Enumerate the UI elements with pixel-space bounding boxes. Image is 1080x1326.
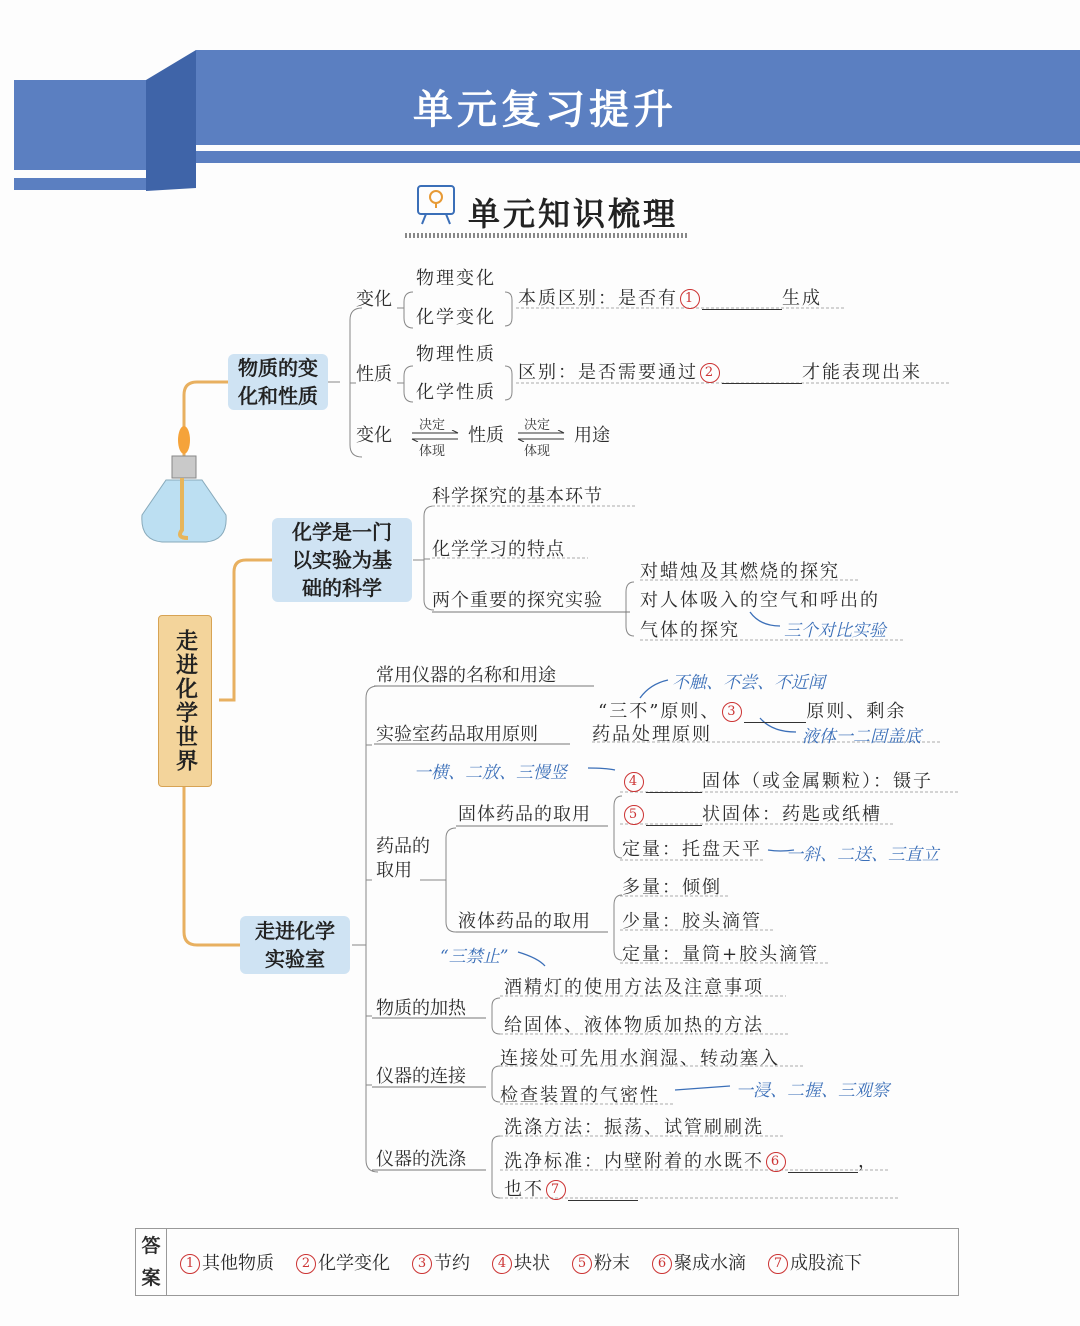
section-subtitle: 单元知识梳理 [468, 195, 679, 233]
answer-box [135, 1228, 959, 1296]
b3-note-airtight: 一浸、二握、三观察 [736, 1081, 889, 1101]
b3-washing: 仪器的洗涤 [376, 1149, 466, 1170]
answer-blank-3[interactable] [744, 722, 806, 723]
root-node: 走进化学世界 [158, 615, 212, 787]
answer-blank-5[interactable] [646, 825, 702, 826]
answer-item [410, 1253, 470, 1274]
alcohol-lamp-icon [136, 420, 232, 560]
answer-number: 2 [296, 1254, 316, 1274]
b3-solid-use: 固体药品的取用 [458, 804, 591, 825]
b1-reflects-2: 体现 [524, 444, 551, 459]
b2-label-line2: 以实验为基 [292, 548, 392, 572]
answer-items [178, 1249, 882, 1275]
b2-item-inquiry: 科学探究的基本环节 [432, 486, 603, 507]
b3-washing-2 [504, 1147, 878, 1173]
b3-liquid-use: 液体药品的取用 [458, 911, 591, 932]
b3-solid-2-suffix: 状固体：药匙或纸槽 [702, 804, 882, 825]
b1-decides-1: 决定 [419, 418, 446, 433]
b1-chemical-change: 化学变化 [416, 307, 496, 328]
node-matter-change-property [228, 354, 328, 410]
b1-diff-prefix: 区别：是否需要通过 [518, 362, 698, 383]
b3-label-line2: 实验室 [265, 947, 325, 971]
b1-chain-change: 变化 [356, 425, 392, 446]
b3-note-prohibit: “三禁止” [440, 947, 509, 967]
answer-text: 聚成水滴 [674, 1253, 746, 1274]
double-arrow-icon [408, 430, 568, 442]
b3-threeno-prefix: “三不”原则、 [598, 701, 721, 722]
blank-marker-4: 4 [624, 772, 644, 792]
b1-physical-change: 物理变化 [416, 268, 496, 289]
answer-text: 其他物质 [202, 1253, 274, 1274]
node-lab [240, 916, 350, 974]
answer-number: 4 [492, 1254, 512, 1274]
answer-blank-6[interactable] [788, 1172, 858, 1173]
blank-marker-6: 6 [766, 1152, 786, 1172]
answer-text: 块状 [514, 1253, 550, 1274]
b3-instruments: 常用仪器的名称和用途 [376, 665, 556, 686]
b3-solid-1-suffix: 固体（或金属颗粒）：镊子 [702, 771, 933, 792]
page-title: 单元复习提升 [413, 87, 677, 133]
answer-label-2: 案 [141, 1267, 161, 1289]
answer-blank-7[interactable] [568, 1200, 638, 1201]
node-experiment-science [272, 518, 412, 602]
blank-marker-7: 7 [546, 1180, 566, 1200]
b1-essential-difference [518, 284, 822, 310]
b1-physical-property: 物理性质 [416, 344, 496, 365]
b1-chain-property: 性质 [468, 425, 504, 446]
b2-exp-breath-1: 对人体吸入的空气和呼出的 [640, 590, 880, 611]
b3-liquid-3: 定量：量筒+胶头滴管 [622, 944, 820, 965]
b3-washing-3 [504, 1175, 638, 1201]
answer-label [136, 1229, 167, 1295]
b2-note-contrast: 三个对比实验 [784, 621, 886, 641]
b3-liquid-2: 少量：胶头滴管 [622, 911, 762, 932]
b3-note-solid: 一横、二放、三慢竖 [414, 763, 567, 783]
b3-connection-1: 连接处可先用水润湿、转动塞入 [500, 1048, 780, 1069]
b3-washing-1: 洗涤方法：振荡、试管刷刷洗 [504, 1117, 764, 1138]
b1-label-line1: 物质的变 [238, 356, 318, 380]
b3-threeno-suffix: 原则、剩余 [806, 701, 907, 722]
b3-wash3-prefix: 也不 [504, 1179, 544, 1200]
b2-exp-breath-2: 气体的探究 [640, 620, 740, 641]
b3-note-remain: 液体一二固盖底 [802, 727, 921, 747]
b1-chain-use: 用途 [574, 425, 610, 446]
b1-decides-2: 决定 [524, 418, 551, 433]
b3-liquid-1: 多量：倾倒 [622, 877, 722, 898]
b3-drug-use-2: 取用 [376, 860, 412, 881]
b3-solid-1 [622, 767, 933, 793]
b1-label-line2: 化和性质 [238, 384, 318, 408]
b1-diff-suffix: 才能表现出来 [802, 362, 922, 383]
answer-number: 5 [572, 1254, 592, 1274]
answer-text: 化学变化 [318, 1253, 390, 1274]
answer-number: 7 [768, 1254, 788, 1274]
answer-item [650, 1253, 746, 1274]
b1-essence-suffix: 生成 [782, 288, 822, 309]
b1-property-difference [518, 358, 922, 384]
blank-marker-2: 2 [700, 363, 720, 383]
b3-label-line1: 走进化学 [255, 919, 335, 943]
answer-item [570, 1253, 630, 1274]
b3-heating: 物质的加热 [376, 998, 466, 1019]
b1-bianhua: 变化 [356, 289, 392, 310]
b3-note-three-no: 不触、不尝、不近闻 [672, 673, 825, 693]
b3-note-balance: 一斜、二送、三直立 [786, 845, 939, 865]
answer-item [766, 1253, 862, 1274]
b3-solid-2 [622, 800, 882, 826]
b2-exp-candle: 对蜡烛及其燃烧的探究 [640, 561, 840, 582]
b3-solid-3: 定量：托盘天平 [622, 839, 762, 860]
answer-blank-1[interactable] [702, 309, 782, 310]
answer-item [490, 1253, 550, 1274]
answer-text: 粉末 [594, 1253, 630, 1274]
blank-marker-1: 1 [680, 289, 700, 309]
answer-text: 节约 [434, 1253, 470, 1274]
answer-text: 成股流下 [790, 1253, 862, 1274]
b3-wash2-comma: ， [858, 1151, 878, 1172]
answer-item [178, 1253, 274, 1274]
b3-wash2-prefix: 洗净标准：内壁附着的水既不 [504, 1151, 764, 1172]
b2-label-line3: 础的科学 [302, 576, 382, 600]
blank-marker-3: 3 [722, 702, 742, 722]
answer-blank-2[interactable] [722, 383, 802, 384]
answer-blank-4[interactable] [646, 792, 702, 793]
b3-principles: 实验室药品取用原则 [376, 724, 538, 745]
b1-reflects-1: 体现 [419, 444, 446, 459]
b1-essence-prefix: 本质区别：是否有 [518, 288, 678, 309]
blank-marker-5: 5 [624, 805, 644, 825]
answer-label-1: 答 [141, 1235, 161, 1257]
b1-chemical-property: 化学性质 [416, 382, 496, 403]
answer-item [294, 1253, 390, 1274]
b2-item-experiments: 两个重要的探究实验 [432, 590, 603, 611]
b3-remain-principle: 药品处理原则 [592, 724, 712, 745]
b3-heating-2: 给固体、液体物质加热的方法 [504, 1015, 764, 1036]
b3-heating-1: 酒精灯的使用方法及注意事项 [504, 977, 764, 998]
b3-connection-2: 检查装置的气密性 [500, 1085, 660, 1106]
answer-number: 3 [412, 1254, 432, 1274]
b3-connection: 仪器的连接 [376, 1066, 466, 1087]
b1-xingzhi: 性质 [356, 364, 392, 385]
answer-number: 1 [180, 1254, 200, 1274]
answer-number: 6 [652, 1254, 672, 1274]
b2-item-features: 化学学习的特点 [432, 539, 565, 560]
b3-drug-use-1: 药品的 [376, 836, 430, 857]
b2-label-line1: 化学是一门 [292, 520, 392, 544]
